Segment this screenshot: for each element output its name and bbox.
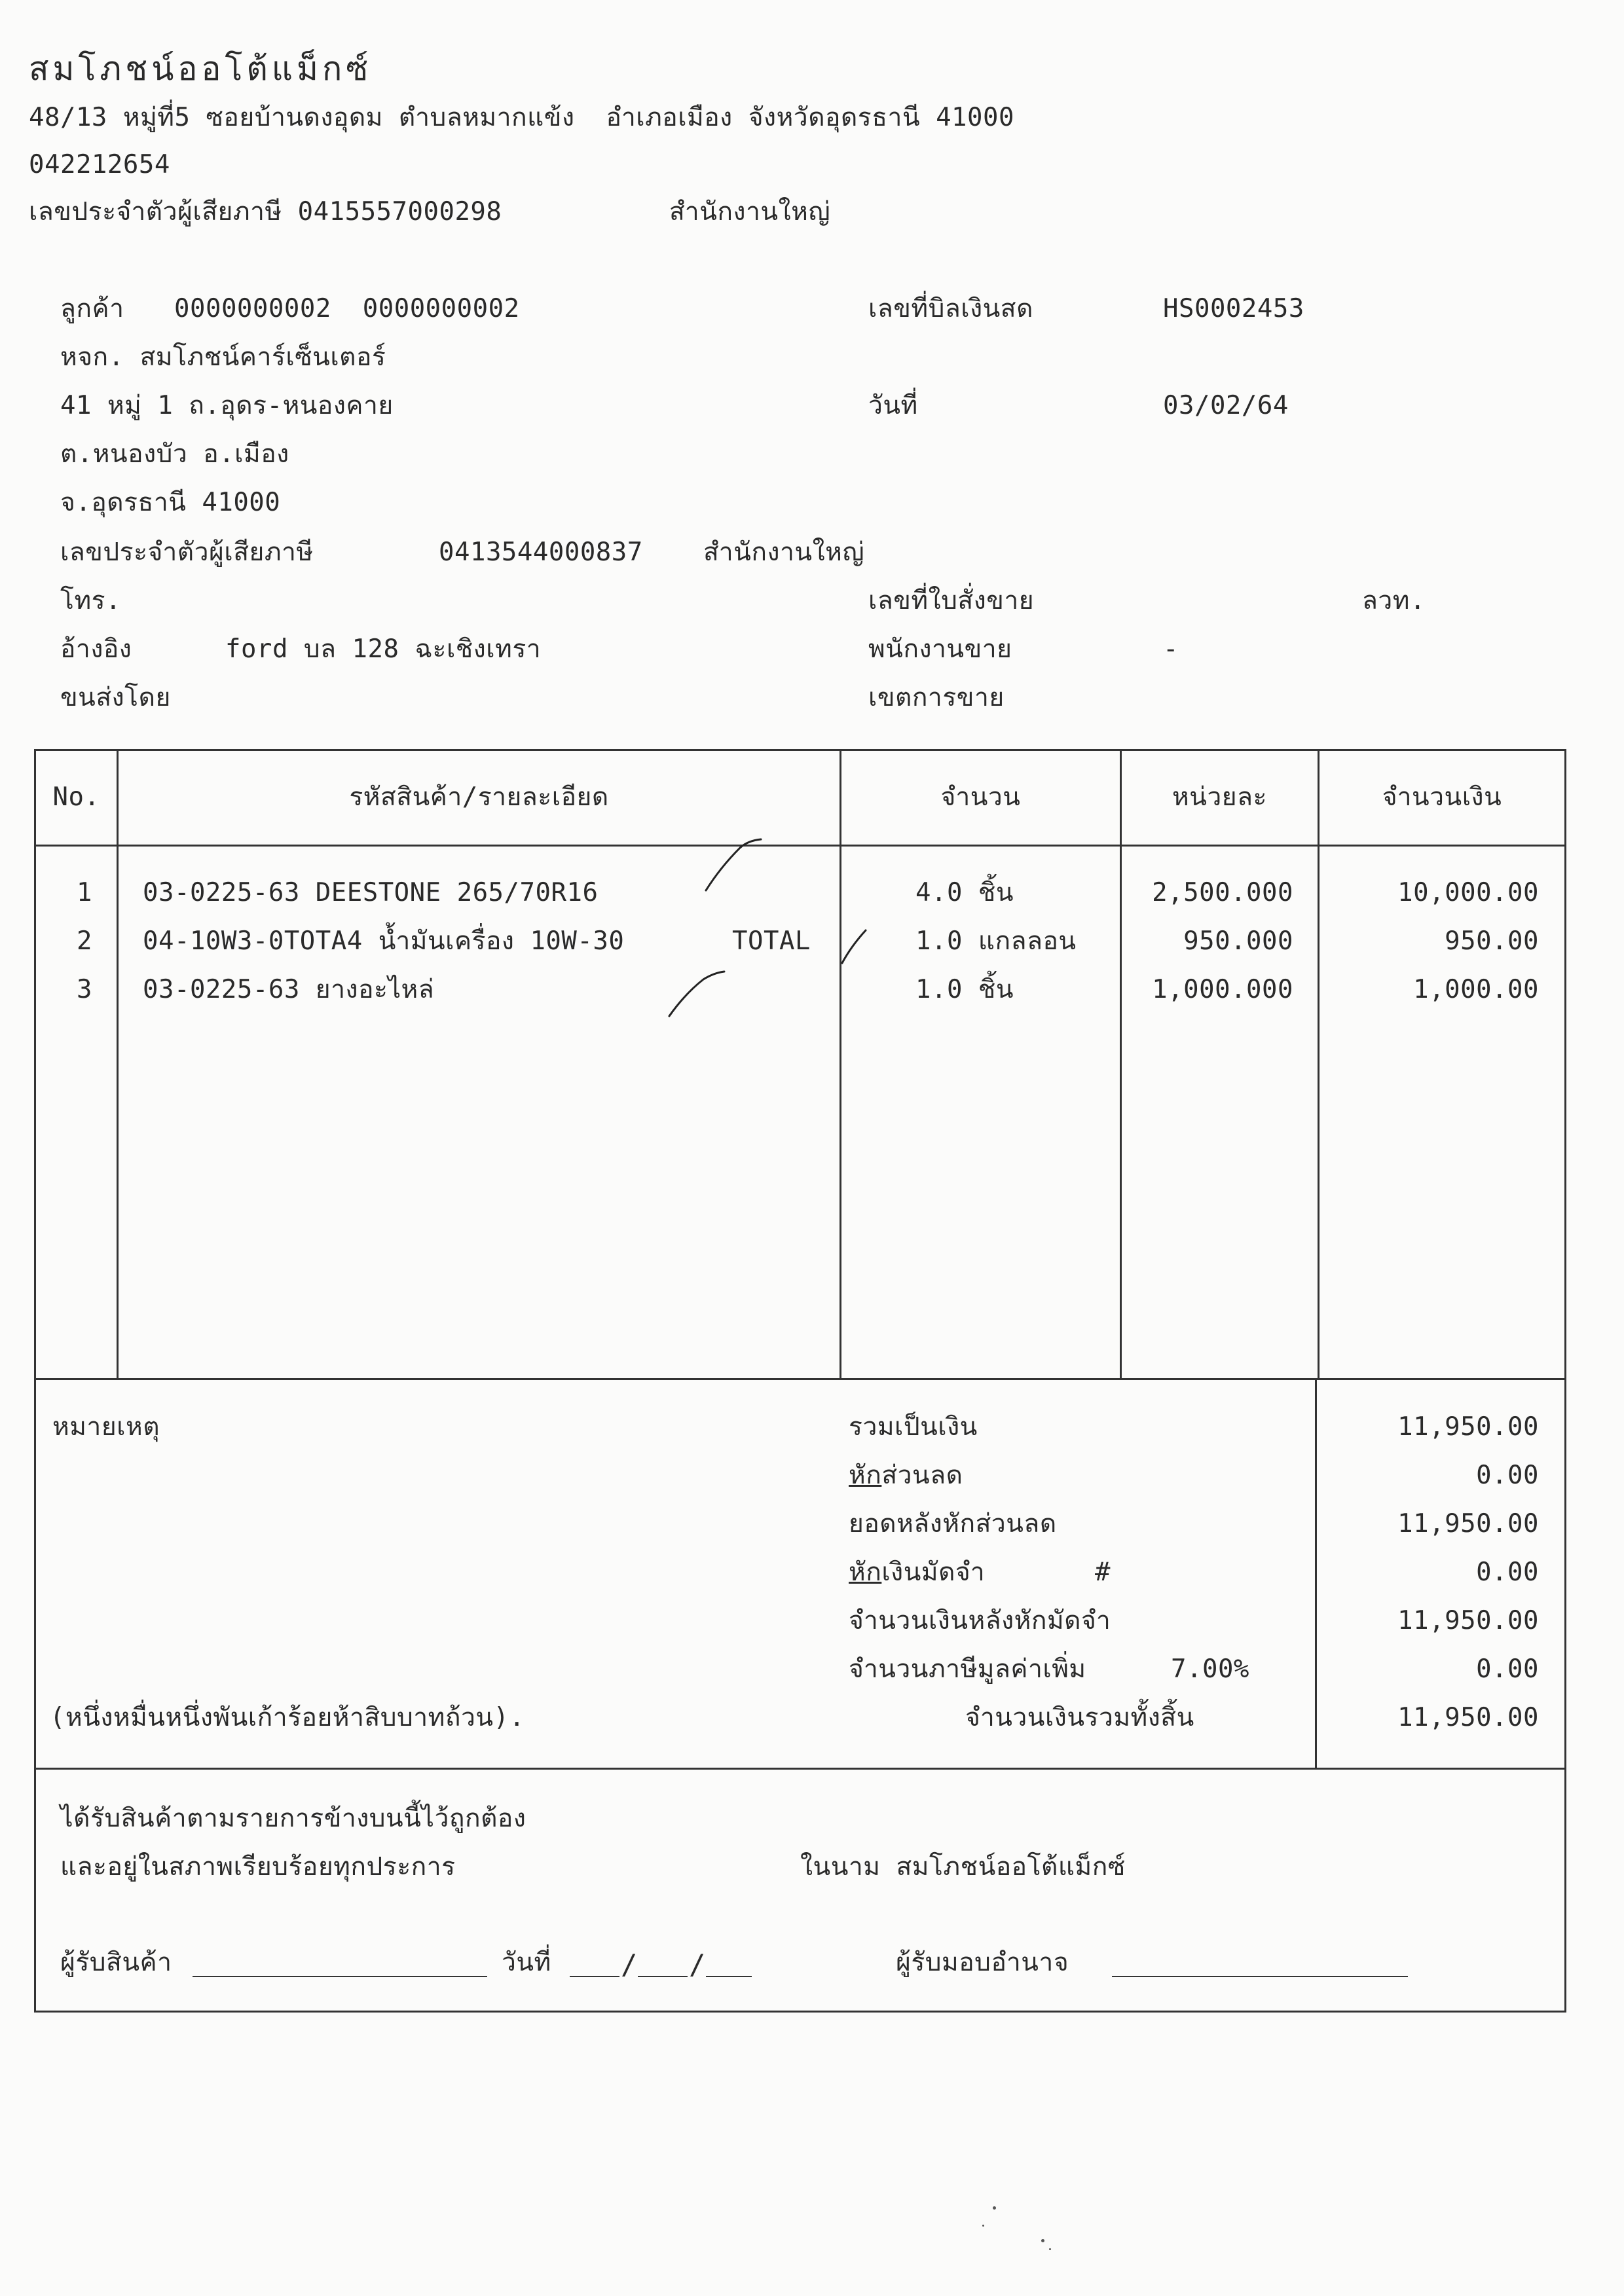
customer-label: ลูกค้า bbox=[60, 294, 124, 323]
customer-address-3: จ.อุดรธานี 41000 bbox=[60, 488, 281, 517]
shipping-label: ขนส่งโดย bbox=[60, 683, 171, 712]
bill-date: 03/02/64 bbox=[1163, 391, 1289, 420]
scan-speck bbox=[982, 2225, 984, 2227]
received-line-2: และอยู่ในสภาพเรียบร้อยทุกประการ bbox=[60, 1852, 456, 1882]
received-line-1: ได้รับสินค้าตามรายการข้างบนนี้ไว้ถูกต้อง bbox=[60, 1804, 526, 1833]
receive-date-month-line bbox=[638, 1976, 688, 1977]
bill-date-label: วันที่ bbox=[868, 391, 918, 420]
row-2-no: 2 bbox=[77, 926, 92, 956]
authorized-signature-line bbox=[1112, 1976, 1408, 1977]
vat-rate: 7.00% bbox=[1171, 1654, 1249, 1684]
grand-total-value: 11,950.00 bbox=[1397, 1703, 1539, 1732]
deposit-label bbox=[849, 1559, 985, 1585]
customer-phone-label: โทร. bbox=[60, 586, 122, 615]
col-divider-4 bbox=[1318, 749, 1320, 1380]
after-discount-label: ยอดหลังหักส่วนลด bbox=[849, 1509, 1057, 1539]
customer-address-2: ต.หนองบัว อ.เมือง bbox=[60, 439, 289, 469]
header-no: No. bbox=[52, 782, 100, 812]
receive-date-day-line bbox=[570, 1976, 619, 1977]
col-divider-1 bbox=[117, 749, 119, 1380]
salesperson-value: - bbox=[1163, 634, 1179, 664]
discount-label-text: ส่วนลด bbox=[881, 1461, 963, 1490]
deposit-label-prefix: หัก bbox=[849, 1558, 882, 1587]
on-behalf-of: ในนาม สมโภชน์ออโต้แม็กซ์ bbox=[800, 1852, 1126, 1882]
row-3-quantity: 1.0 ชิ้น bbox=[915, 975, 1014, 1004]
row-2-note: TOTAL bbox=[732, 926, 811, 956]
salesperson-label: พนักงานขาย bbox=[868, 634, 1012, 664]
receive-date-year-line bbox=[706, 1976, 752, 1977]
customer-tax-label: เลขประจำตัวผู้เสียภาษี bbox=[60, 538, 314, 567]
header-unit-price: หน่วยละ bbox=[1172, 782, 1267, 812]
discount-label-prefix: หัก bbox=[849, 1461, 882, 1490]
date-separator-1: / bbox=[621, 1948, 638, 1980]
sales-order-label: เลขที่ใบสั่งขาย bbox=[868, 586, 1035, 615]
vat-value: 0.00 bbox=[1476, 1654, 1539, 1684]
deposit-value: 0.00 bbox=[1476, 1558, 1539, 1587]
amount-in-words: (หนึ่งหมื่นหนึ่งพันเก้าร้อยห้าสิบบาทถ้วน). bbox=[50, 1703, 525, 1732]
customer-branch: สำนักงานใหญ่ bbox=[703, 538, 865, 567]
customer-address-1: 41 หมู่ 1 ถ.อุดร-หนองคาย bbox=[60, 391, 394, 420]
row-1-unit-price: 2,500.000 bbox=[1152, 878, 1293, 907]
row-3-unit-price: 1,000.000 bbox=[1152, 975, 1293, 1004]
items-table bbox=[34, 749, 1566, 1380]
after-deposit-value: 11,950.00 bbox=[1397, 1606, 1539, 1635]
company-phone: 042212654 bbox=[29, 150, 170, 179]
customer-codes: 0000000002 0000000002 bbox=[174, 294, 520, 323]
row-1-quantity: 4.0 ชิ้น bbox=[915, 878, 1014, 907]
row-2-unit-price: 950.000 bbox=[1183, 926, 1293, 956]
receive-date-label: วันที่ bbox=[502, 1948, 551, 1977]
header-description: รหัสสินค้า/รายละเอียด bbox=[349, 782, 609, 812]
receiver-label: ผู้รับสินค้า bbox=[60, 1948, 172, 1977]
row-2-quantity: 1.0 แกลลอน bbox=[915, 926, 1077, 956]
authorized-label: ผู้รับมอบอำนาจ bbox=[896, 1948, 1069, 1977]
check-mark-row-2 bbox=[838, 926, 871, 966]
bill-number: HS0002453 bbox=[1163, 294, 1304, 323]
scan-speck bbox=[993, 2206, 996, 2210]
date-separator-2: / bbox=[689, 1948, 706, 1980]
subtotal-label: รวมเป็นเงิน bbox=[849, 1412, 978, 1442]
check-mark-row-1 bbox=[701, 831, 766, 897]
customer-tax-id: 0413544000837 bbox=[439, 538, 643, 567]
discount-label bbox=[849, 1463, 963, 1488]
scan-speck bbox=[1049, 2248, 1051, 2250]
deposit-mark: # bbox=[1095, 1558, 1111, 1587]
remark-label: หมายเหตุ bbox=[52, 1412, 160, 1442]
row-1-description: 03-0225-63 DEESTONE 265/70R16 bbox=[143, 878, 599, 907]
customer-name: หจก. สมโภชน์คาร์เซ็นเตอร์ bbox=[60, 342, 386, 372]
table-header-divider bbox=[34, 845, 1566, 847]
sales-order-value: ลวท. bbox=[1362, 586, 1426, 615]
check-mark-row-3 bbox=[665, 968, 731, 1020]
row-1-no: 1 bbox=[77, 878, 92, 907]
row-3-no: 3 bbox=[77, 975, 92, 1004]
col-divider-3 bbox=[1120, 749, 1122, 1380]
sales-area-label: เขตการขาย bbox=[868, 683, 1005, 712]
deposit-label-text: เงินมัดจำ bbox=[881, 1558, 986, 1587]
company-name: สมโภชน์ออโต้แม็กซ์ bbox=[29, 50, 373, 88]
header-quantity: จำนวน bbox=[940, 782, 1021, 812]
receiver-signature-line bbox=[193, 1976, 487, 1977]
row-3-description: 03-0225-63 ยางอะไหล่ bbox=[143, 975, 435, 1004]
bill-number-label: เลขที่บิลเงินสด bbox=[868, 294, 1033, 323]
row-2-amount: 950.00 bbox=[1445, 926, 1539, 956]
company-tax-id: เลขประจำตัวผู้เสียภาษี 0415557000298 bbox=[29, 197, 502, 227]
after-deposit-label: จำนวนเงินหลังหักมัดจำ bbox=[849, 1606, 1111, 1635]
row-2-description: 04-10W3-0TOTA4 น้ำมันเครื่อง 10W-30 bbox=[143, 926, 625, 956]
grand-total-label: จำนวนเงินรวมทั้งสิ้น bbox=[965, 1703, 1194, 1732]
subtotal-value: 11,950.00 bbox=[1397, 1412, 1539, 1442]
scan-speck bbox=[1041, 2239, 1044, 2242]
row-1-amount: 10,000.00 bbox=[1397, 878, 1539, 907]
row-3-amount: 1,000.00 bbox=[1413, 975, 1539, 1004]
company-address: 48/13 หมู่ที่5 ซอยบ้านดงอุดม ตำบลหมากแข้ง อำเภอเมือง จังหวัดอุดรธานี 41000 bbox=[29, 103, 1014, 132]
reference-value: ford บล 128 ฉะเชิงเทรา bbox=[225, 634, 542, 664]
discount-value: 0.00 bbox=[1476, 1461, 1539, 1490]
header-amount: จำนวนเงิน bbox=[1382, 782, 1502, 812]
company-branch: สำนักงานใหญ่ bbox=[669, 197, 831, 227]
reference-label: อ้างอิง bbox=[60, 634, 132, 664]
vat-label: จำนวนภาษีมูลค่าเพิ่ม bbox=[849, 1654, 1086, 1684]
after-discount-value: 11,950.00 bbox=[1397, 1509, 1539, 1539]
col-divider-2 bbox=[840, 749, 841, 1380]
